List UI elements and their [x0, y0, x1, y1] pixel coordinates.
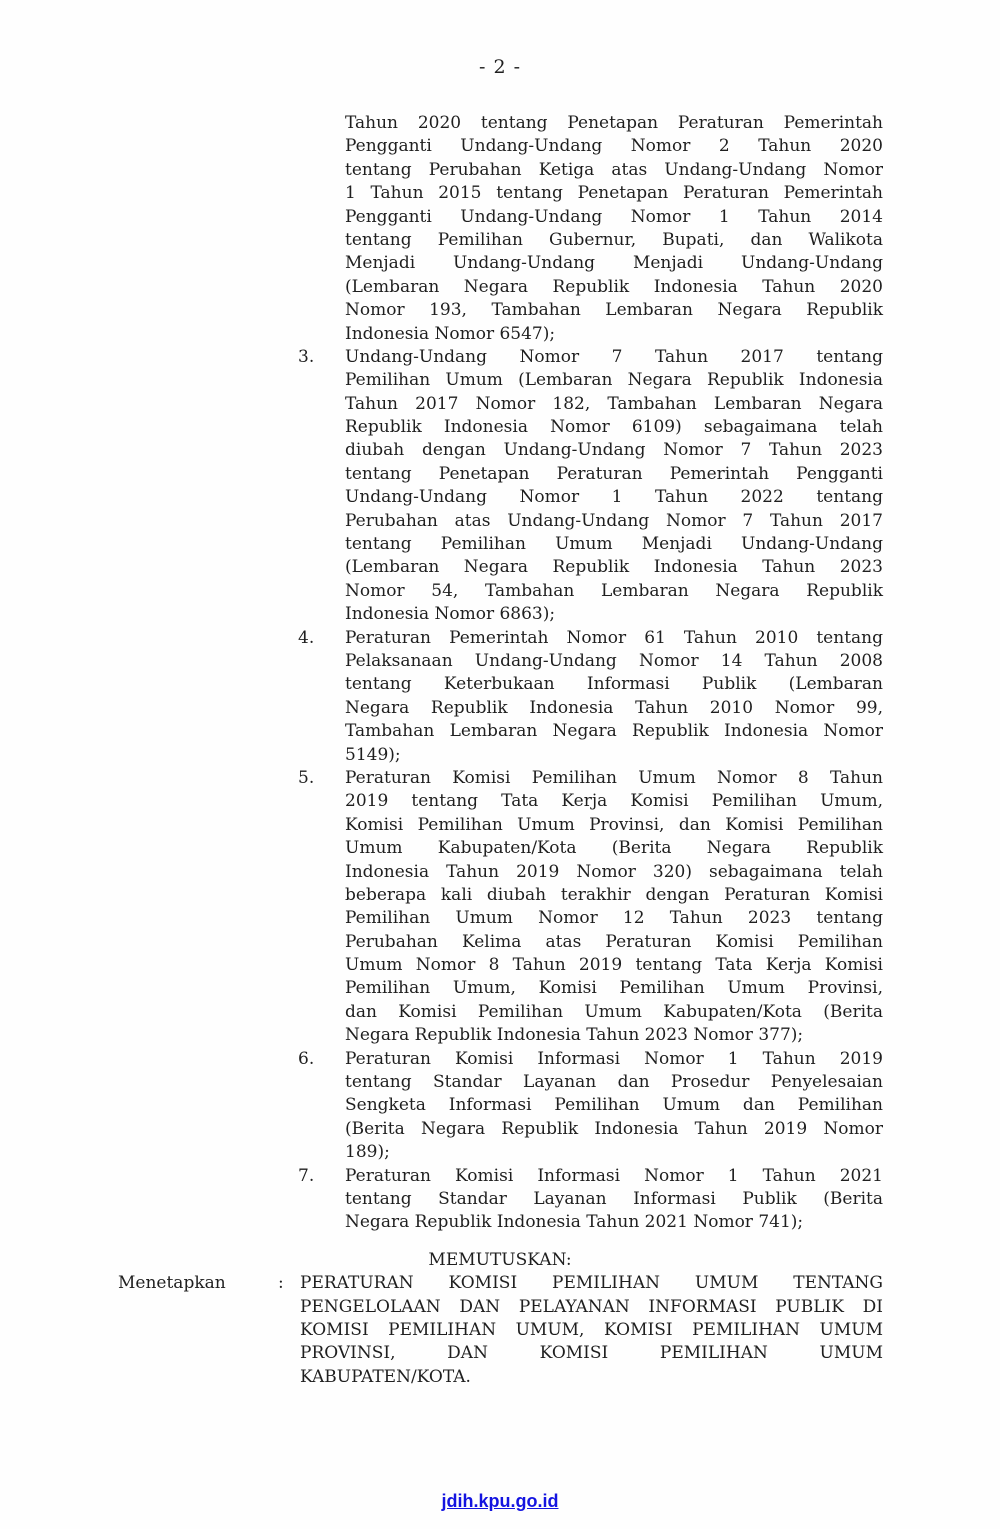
- text-line: tentang Standar Layanan Informasi Publik (Berita: [345, 1188, 883, 1209]
- text-line: 189);: [345, 1142, 390, 1163]
- text-line: Indonesia Nomor 6547);: [345, 323, 556, 344]
- text-line: Komisi Pemilihan Umum Provinsi, dan Komisi Pemilihan: [345, 814, 883, 835]
- item-number: 5.: [298, 767, 315, 788]
- text-line: Menjadi Undang-Undang Menjadi Undang-Undang: [345, 253, 883, 274]
- text-line: Tahun 2017 Nomor 182, Tambahan Lembaran Negara: [345, 393, 883, 414]
- text-line: 1 Tahun 2015 tentang Penetapan Peraturan Pemerintah: [345, 183, 883, 204]
- text-line: (Lembaran Negara Republik Indonesia Tahun 2023: [345, 557, 883, 578]
- text-line: Indonesia Nomor 6863);: [345, 604, 556, 625]
- item-number: 6.: [298, 1048, 315, 1069]
- text-line: tentang Pemilihan Umum Menjadi Undang-Undang: [345, 534, 883, 555]
- text-line: Umum Nomor 8 Tahun 2019 tentang Tata Kerja Komisi: [345, 955, 883, 976]
- text-line: tentang Standar Layanan dan Prosedur Penyelesaian: [345, 1072, 883, 1093]
- text-line: tentang Keterbukaan Informasi Publik (Lembaran: [345, 674, 883, 695]
- text-line: PROVINSI, DAN KOMISI PEMILIHAN UMUM: [300, 1343, 883, 1364]
- text-line: Indonesia Tahun 2019 Nomor 320) sebagaimana telah: [345, 861, 883, 882]
- text-line: Nomor 54, Tambahan Lembaran Negara Republik: [345, 580, 883, 601]
- item-number: 3.: [298, 346, 315, 367]
- legal-basis-item-6: [298, 1048, 883, 1165]
- menetapkan-label: Menetapkan: [118, 1273, 226, 1294]
- consideration-continuation-paragraph: [345, 112, 883, 346]
- text-line: tentang Penetapan Peraturan Pemerintah Pengganti: [345, 463, 883, 484]
- text-line: Peraturan Komisi Informasi Nomor 1 Tahun 2021: [345, 1165, 883, 1186]
- text-line: Perubahan Kelima atas Peraturan Komisi Pemilihan: [345, 931, 883, 952]
- legal-basis-item-7: [298, 1165, 883, 1235]
- text-line: Pengganti Undang-Undang Nomor 1 Tahun 2014: [345, 206, 883, 227]
- text-line: KABUPATEN/KOTA.: [300, 1366, 471, 1387]
- item-text: [345, 346, 883, 627]
- legal-basis-item-5: [298, 767, 883, 1048]
- text-line: Negara Republik Indonesia Tahun 2010 Nomor 99,: [345, 697, 883, 718]
- text-line: Peraturan Komisi Pemilihan Umum Nomor 8 Tahun: [345, 767, 883, 788]
- text-line: Pemilihan Umum, Komisi Pemilihan Umum Provinsi,: [345, 978, 883, 999]
- text-line: PENGELOLAAN DAN PELAYANAN INFORMASI PUBLIK DI: [300, 1296, 883, 1317]
- text-line: Pelaksanaan Undang-Undang Nomor 14 Tahun 2008: [345, 650, 883, 671]
- item-number: 7.: [298, 1165, 315, 1186]
- text-line: Nomor 193, Tambahan Lembaran Negara Republik: [345, 300, 883, 321]
- item-number: 4.: [298, 627, 315, 648]
- text-line: Peraturan Pemerintah Nomor 61 Tahun 2010 tentang: [345, 627, 883, 648]
- text-line: tentang Pemilihan Gubernur, Bupati, dan Walikota: [345, 229, 883, 250]
- text-line: tentang Perubahan Ketiga atas Undang-Undang Nomor: [345, 159, 883, 180]
- item-text: [345, 1048, 883, 1165]
- text-line: Sengketa Informasi Pemilihan Umum dan Pemilihan: [345, 1095, 883, 1116]
- text-line: dan Komisi Pemilihan Umum Kabupaten/Kota (Berita: [345, 1001, 883, 1022]
- text-line: 5149);: [345, 744, 401, 765]
- jdih-kpu-link[interactable]: jdih.kpu.go.id: [441, 1491, 559, 1511]
- text-line: Pengganti Undang-Undang Nomor 2 Tahun 2020: [345, 136, 883, 157]
- text-line: (Berita Negara Republik Indonesia Tahun 2019 Nomor: [345, 1118, 883, 1139]
- text-line: Undang-Undang Nomor 1 Tahun 2022 tentang: [345, 487, 883, 508]
- text-line: Pemilihan Umum Nomor 12 Tahun 2023 tentang: [345, 908, 883, 929]
- document-body: [118, 112, 883, 1389]
- text-line: Umum Kabupaten/Kota (Berita Negara Republik: [345, 838, 883, 859]
- text-line: beberapa kali diubah terakhir dengan Peraturan Komisi: [345, 884, 883, 905]
- legal-basis-list: [298, 346, 883, 1235]
- text-line: Tahun 2020 tentang Penetapan Peraturan Pemerintah: [345, 113, 883, 133]
- menetapkan-colon: :: [278, 1273, 284, 1294]
- text-line: Negara Republik Indonesia Tahun 2023 Nomor 377);: [345, 1025, 804, 1046]
- text-line: KOMISI PEMILIHAN UMUM, KOMISI PEMILIHAN UMUM: [300, 1319, 883, 1340]
- text-line: Pemilihan Umum (Lembaran Negara Republik Indonesia: [345, 370, 883, 391]
- item-text: [345, 767, 883, 1048]
- legal-basis-item-3: [298, 346, 883, 627]
- text-line: Negara Republik Indonesia Tahun 2021 Nomor 741);: [345, 1212, 804, 1233]
- text-line: 2019 tentang Tata Kerja Komisi Pemilihan Umum,: [345, 791, 883, 812]
- text-line: Tambahan Lembaran Negara Republik Indonesia Nomor: [345, 721, 883, 742]
- text-line: Perubahan atas Undang-Undang Nomor 7 Tahun 2017: [345, 510, 883, 531]
- text-line: diubah dengan Undang-Undang Nomor 7 Tahun 2023: [345, 440, 883, 461]
- text-line: (Lembaran Negara Republik Indonesia Tahun 2020: [345, 276, 883, 297]
- menetapkan-row: [118, 1272, 883, 1389]
- page-footer: [0, 1491, 1000, 1512]
- text-line: Undang-Undang Nomor 7 Tahun 2017 tentang: [345, 346, 883, 367]
- page-number: - 2 -: [478, 56, 521, 78]
- legal-basis-item-4: [298, 627, 883, 767]
- text-line: Peraturan Komisi Informasi Nomor 1 Tahun 2019: [345, 1048, 883, 1069]
- decision-text: [300, 1272, 883, 1389]
- text-line: Republik Indonesia Nomor 6109) sebagaimana telah: [345, 417, 883, 438]
- memutuskan-heading: MEMUTUSKAN:: [428, 1249, 572, 1270]
- text-line: PERATURAN KOMISI PEMILIHAN UMUM TENTANG: [300, 1273, 883, 1294]
- item-text: [345, 1165, 883, 1235]
- item-text: [345, 627, 883, 767]
